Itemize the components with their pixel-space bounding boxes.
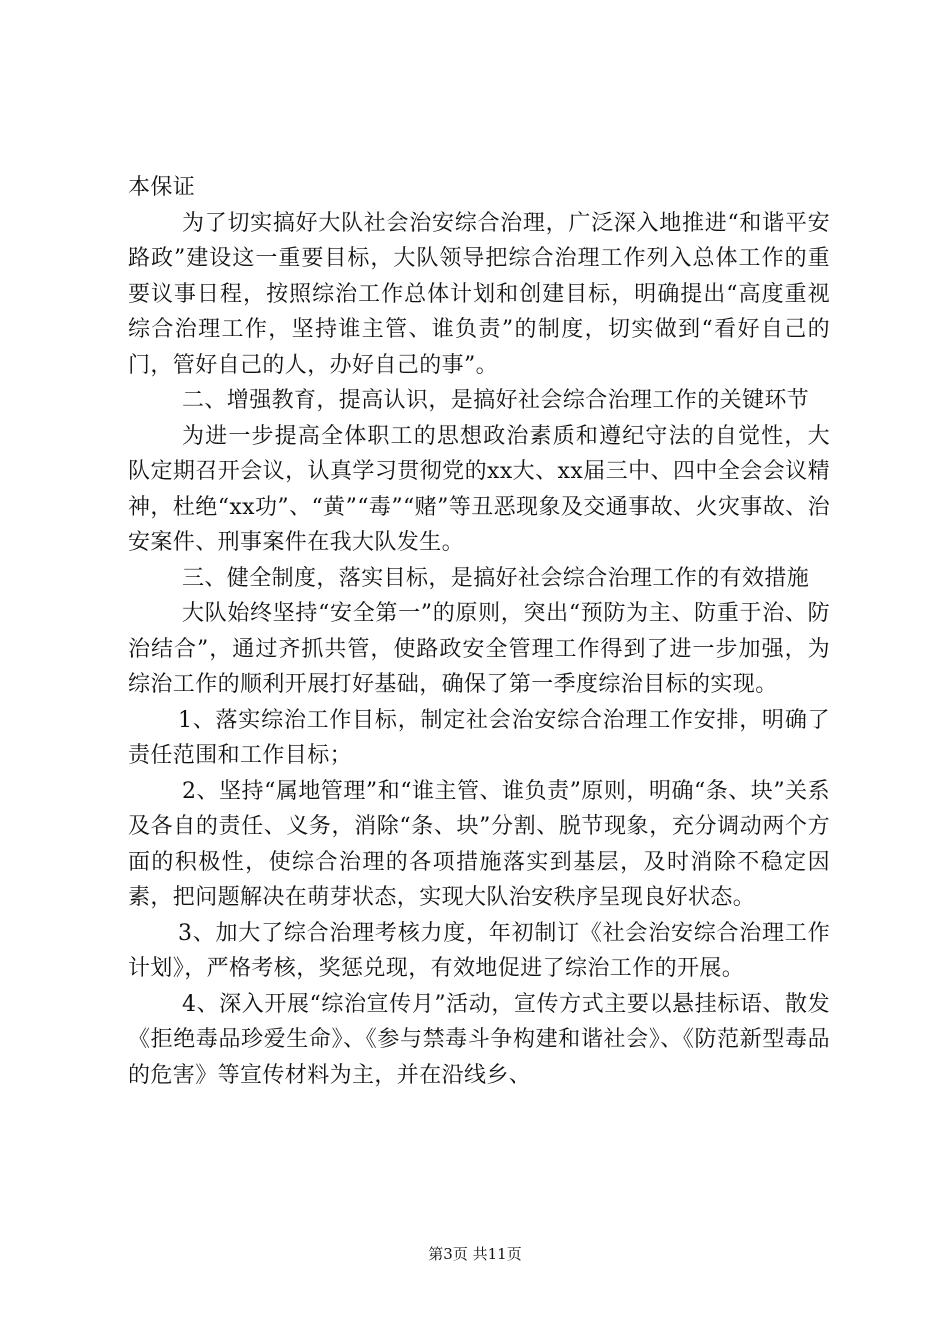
paragraph-continuation: 本保证 xyxy=(128,175,196,200)
document-body xyxy=(128,170,830,1093)
page-number-label: 第3页 共11页 xyxy=(428,1245,522,1263)
paragraph: 大队始终坚持“安全第一”的原则，突出“预防为主、防重于治、防治结合”，通过齐抓共管，使路政安全管理工作得到了进一步加强，为综治工作的顺利开展打好基础，确保了第一季度综治目标的实现。 xyxy=(128,601,830,697)
list-item: 2、坚持“属地管理”和“谁主管、谁负责”原则，明确“条、块”关系及各自的责任、义务，消除“条、块”分割、脱节现象，充分调动两个方面的积极性，使综合治理的各项措施落实到基层，及时消除不稳定因素，把问题解决在萌芽状态，实现大队治安秩序呈现良好状态。 xyxy=(128,778,830,910)
page-footer xyxy=(0,1244,950,1264)
list-item: 3、加大了综合治理考核力度，年初制订《社会治安综合治理工作计划》，严格考核，奖惩兑现，有效地促进了综治工作的开展。 xyxy=(128,920,830,981)
paragraph: 为进一步提高全体职工的思想政治素质和遵纪守法的自觉性，大队定期召开会议，认真学习贯彻党的xx大、xx届三中、四中全会会议精神，杜绝“xx功”、“黄”“毒”“赌”等丑恶现象及交通事故、火灾事故、治安案件、刑事案件在我大队发生。 xyxy=(128,423,830,555)
section-heading: 三、健全制度，落实目标，是搞好社会综合治理工作的有效措施 xyxy=(182,565,810,591)
list-item: 4、深入开展“综治宣传月”活动，宣传方式主要以悬挂标语、散发《拒绝毒品珍爱生命》、《参与禁毒斗争构建和谐社会》、《防范新型毒品的危害》等宣传材料为主，并在沿线乡、 xyxy=(128,991,830,1088)
section-heading: 二、增强教育，提高认识，是搞好社会综合治理工作的关键环节 xyxy=(182,388,810,413)
list-item: 1、落实综治工作目标，制定社会治安综合治理工作安排，明确了责任范围和工作目标； xyxy=(128,707,830,768)
paragraph: 为了切实搞好大队社会治安综合治理，广泛深入地推进“和谐平安路政”建设这一重要目标，大队领导把综合治理工作列入总体工作的重要议事日程，按照综治工作总体计划和创建目标，明确提出“高度重视综合治理工作，坚持谁主管、谁负责”的制度，切实做到“看好自己的门，管好自己的人，办好自己的事”。 xyxy=(128,210,830,378)
